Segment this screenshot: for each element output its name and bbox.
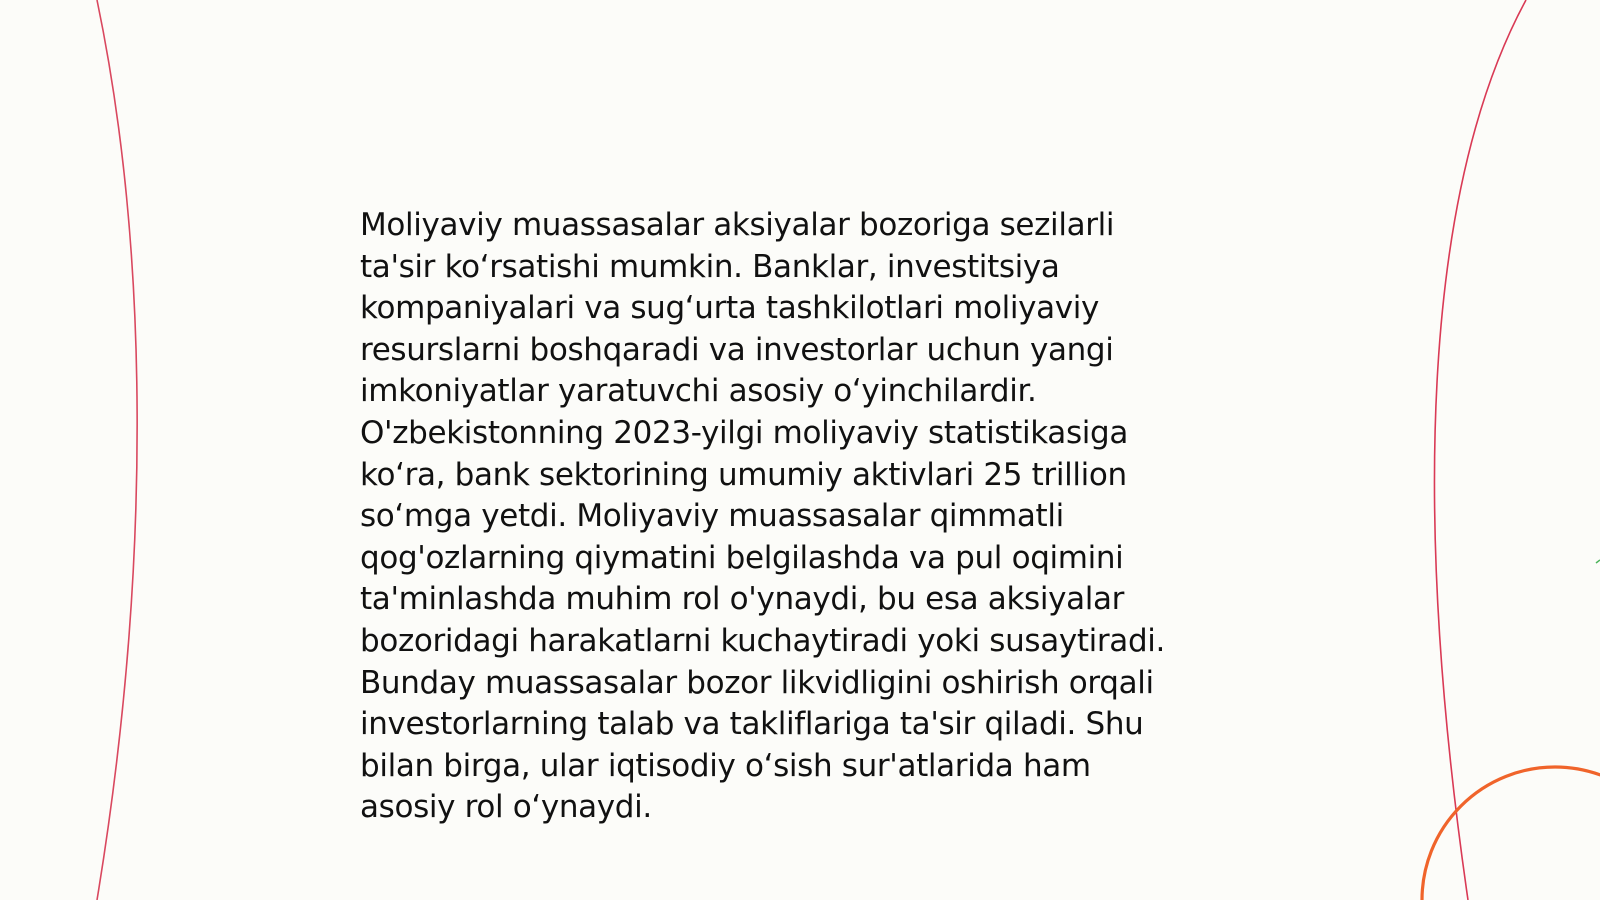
paragraph-line-3: kompaniyalari va sugʻurta tashkilotlari moliyaviy bbox=[360, 290, 1099, 327]
green-edge-mark bbox=[1596, 560, 1600, 563]
paragraph-line-15: asosiy rol oʻynaydi. bbox=[360, 789, 652, 826]
paragraph-line-2: ta'sir koʻrsatishi mumkin. Banklar, investitsiya bbox=[360, 248, 1060, 285]
paragraph-line-8: soʻmga yetdi. Moliyaviy muassasalar qimmatli bbox=[360, 498, 1064, 535]
body-paragraph bbox=[360, 205, 1240, 829]
paragraph-line-1: Moliyaviy muassasalar aksiyalar bozoriga sezilarli bbox=[360, 207, 1115, 243]
paragraph-line-13: investorlarning talab va takliflariga ta'sir qiladi. Shu bbox=[360, 706, 1144, 743]
orange-decorative-circle bbox=[1422, 767, 1600, 900]
paragraph-line-6: O'zbekistonning 2023-yilgi moliyaviy statistikasiga bbox=[360, 414, 1128, 451]
right-decorative-curve bbox=[1434, 0, 1526, 900]
paragraph-line-4: resurslarni boshqaradi va investorlar uchun yangi bbox=[360, 331, 1114, 368]
paragraph-line-11: bozoridagi harakatlarni kuchaytiradi yoki susaytiradi. bbox=[360, 622, 1166, 659]
paragraph-line-10: ta'minlashda muhim rol o'ynaydi, bu esa aksiyalar bbox=[360, 581, 1125, 618]
paragraph-line-14: bilan birga, ular iqtisodiy oʻsish sur'atlarida ham bbox=[360, 747, 1091, 784]
paragraph-line-5: imkoniyatlar yaratuvchi asosiy oʻyinchilardir. bbox=[360, 373, 1037, 410]
paragraph-line-12: Bunday muassasalar bozor likvidligini oshirish orqali bbox=[360, 664, 1154, 701]
paragraph-line-7: koʻra, bank sektorining umumiy aktivlari 25 trillion bbox=[360, 456, 1127, 493]
paragraph-line-9: qog'ozlarning qiymatini belgilashda va pul oqimini bbox=[360, 539, 1124, 576]
left-decorative-curve bbox=[97, 0, 137, 900]
